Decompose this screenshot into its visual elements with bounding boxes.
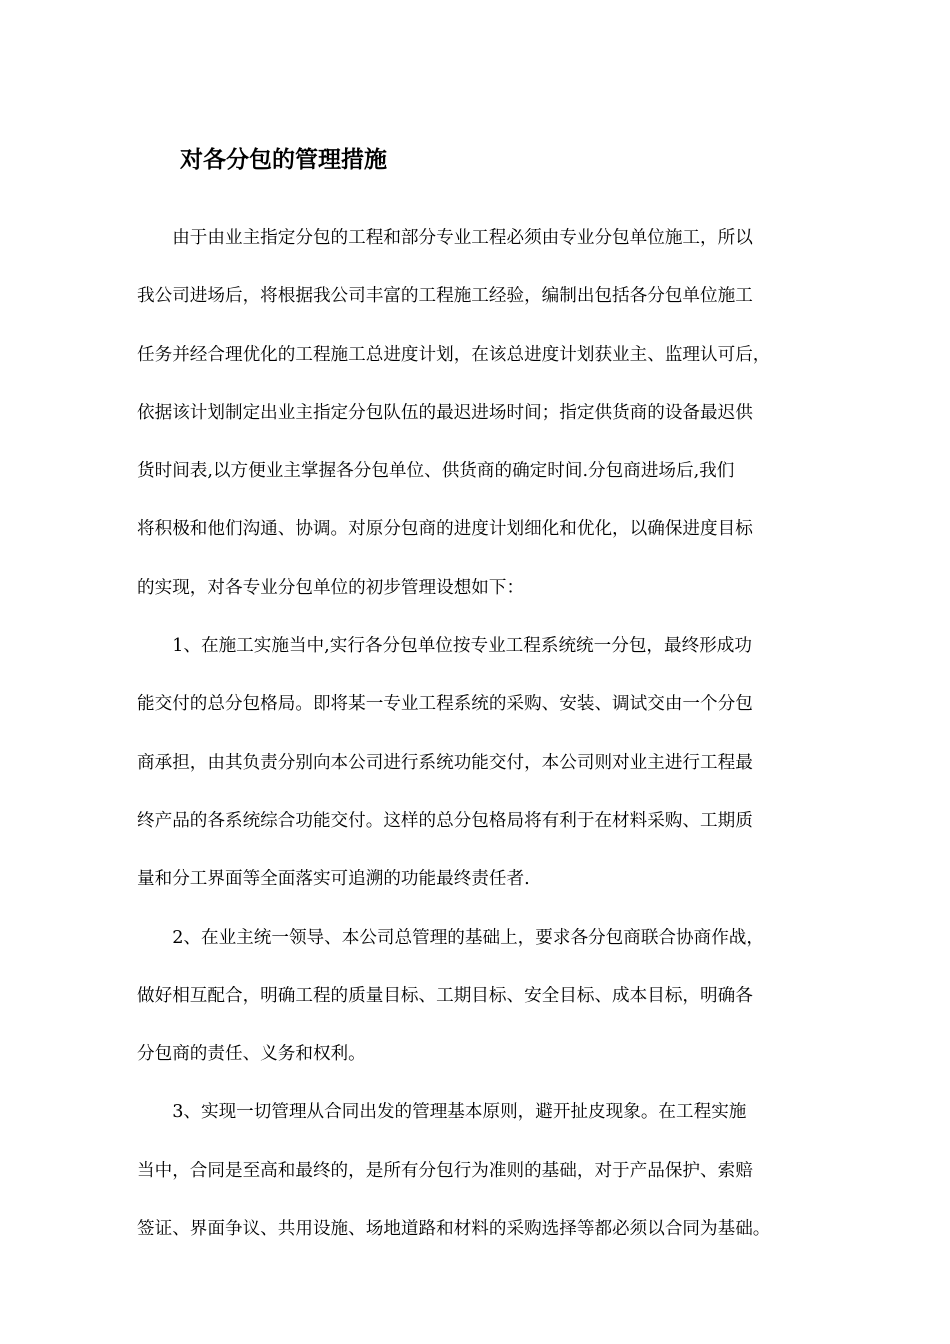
text-line: 做好相互配合，明确工程的质量目标、工期目标、安全目标、成本目标，明确各 [137, 985, 753, 1006]
text-line: 2、在业主统一领导、本公司总管理的基础上，要求各分包商联合协商作战， [172, 927, 764, 948]
paragraph-item-1 [137, 628, 849, 897]
text-line: 1、在施工实施当中,实行各分包单位按专业工程系统统一分包，最终形成功 [172, 636, 752, 657]
text-line: 货时间表,以方便业主掌握各分包单位、供货商的确定时间.分包商进场后,我们 [137, 461, 735, 482]
text-line: 的实现，对各专业分包单位的初步管理设想如下： [137, 577, 525, 598]
text-line: 签证、界面争议、共用设施、场地道路和材料的采购选择等都必须以合同为基础。 [137, 1219, 771, 1240]
text-line: 由于由业主指定分包的工程和部分专业工程必须由专业分包单位施工，所以 [172, 228, 753, 248]
text-line: 能交付的总分包格局。即将某一专业工程系统的采购、安装、调试交由一个分包 [137, 694, 753, 715]
document-body [137, 220, 849, 1269]
text-line: 量和分工界面等全面落实可追溯的功能最终责任者. [137, 869, 530, 890]
paragraph-item-3 [137, 1094, 849, 1247]
paragraph-intro [137, 220, 849, 606]
text-line: 依据该计划制定出业主指定分包队伍的最迟进场时间；指定供货商的设备最迟供 [137, 402, 753, 423]
paragraph-item-2 [137, 920, 849, 1073]
text-line: 终产品的各系统综合功能交付。这样的总分包格局将有利于在材料采购、工期质 [137, 810, 753, 831]
text-line: 我公司进场后，将根据我公司丰富的工程施工经验，编制出包括各分包单位施工 [137, 286, 753, 307]
text-line: 分包商的责任、义务和权利。 [137, 1044, 366, 1065]
text-line: 3、实现一切管理从合同出发的管理基本原则，避开扯皮现象。在工程实施 [172, 1102, 747, 1123]
text-line: 商承担，由其负责分别向本公司进行系统功能交付，本公司则对业主进行工程最 [137, 752, 753, 773]
document-title: 对各分包的管理措施 [180, 147, 387, 173]
text-line: 将积极和他们沟通、协调。对原分包商的进度计划细化和优化，以确保进度目标 [137, 519, 753, 540]
text-line: 任务并经合理优化的工程施工总进度计划，在该总进度计划获业主、监理认可后， [137, 344, 771, 365]
text-line: 当中，合同是至高和最终的，是所有分包行为准则的基础，对于产品保护、索赔 [137, 1160, 753, 1181]
